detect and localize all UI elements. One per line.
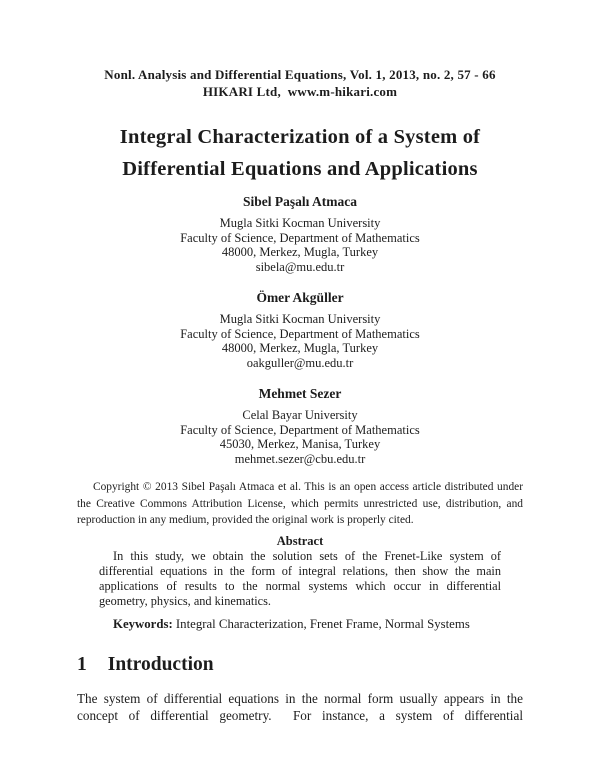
affiliation-line: 45030, Merkez, Manisa, Turkey xyxy=(219,437,381,451)
author-name: Sibel Paşalı Atmaca xyxy=(243,194,357,209)
affiliation-line: Faculty of Science, Department of Mathematics xyxy=(180,422,420,437)
author-name: Mehmet Sezer xyxy=(258,386,342,401)
intro-paragraph: The system of differential equations in the normal form usually appears in the concept of differential geometry. For instance, a system of differential xyxy=(77,690,523,723)
abstract-text: In this study, we obtain the solution sets of the Frenet-Like system of differential equations in the form of integral relations, then show the main applications of results to the normal systems which occur in differential geometry, physics, and kinematics. xyxy=(99,548,501,608)
paper-title-line1: Integral Characterization of a System of xyxy=(119,126,481,148)
affiliation-line: 48000, Merkez, Mugla, Turkey xyxy=(221,341,379,355)
section-title: Introduction xyxy=(107,653,214,675)
affiliation-line: Celal Bayar University xyxy=(242,408,358,422)
section-number: 1 xyxy=(77,653,87,675)
affiliation-line: Faculty of Science, Department of Mathematics xyxy=(180,326,420,341)
paper-title xyxy=(77,121,523,185)
author-affiliation xyxy=(77,216,523,274)
affiliation-line: Mugla Sitki Kocman University xyxy=(219,312,381,326)
affiliation-line: Faculty of Science, Department of Mathematics xyxy=(180,230,420,245)
abstract-heading: Abstract xyxy=(276,533,324,548)
author-name: Ömer Akgüller xyxy=(256,290,344,305)
author-block-3 xyxy=(77,386,523,466)
author-email: oakguller@mu.edu.tr xyxy=(246,355,354,370)
journal-header-line1: Nonl. Analysis and Differential Equations, Vol. 1, 2013, no. 2, 57 - 66 xyxy=(104,67,496,82)
author-affiliation xyxy=(77,408,523,466)
section-heading xyxy=(77,653,523,677)
page-content xyxy=(77,66,523,725)
affiliation-line: 48000, Merkez, Mugla, Turkey xyxy=(221,245,379,259)
keywords-line xyxy=(77,616,523,632)
author-email: sibela@mu.edu.tr xyxy=(255,259,345,274)
author-block-1 xyxy=(77,194,523,274)
keywords-text: Integral Characterization, Frenet Frame, Normal Systems xyxy=(172,616,470,631)
journal-header-line2: HIKARI Ltd, www.m-hikari.com xyxy=(202,84,398,99)
paper-title-line2: Differential Equations and Applications xyxy=(122,158,478,180)
author-affiliation xyxy=(77,312,523,370)
affiliation-line: Mugla Sitki Kocman University xyxy=(219,216,381,230)
keywords-label: Keywords: xyxy=(113,616,173,631)
copyright-notice: Copyright © 2013 Sibel Paşalı Atmaca et al. This is an open access article distributed under the Creative Commons Attribution License, which permits unrestricted use, distribution, and reproduction in any medium, provided the original work is properly cited. xyxy=(77,481,523,526)
author-block-2 xyxy=(77,290,523,370)
author-email: mehmet.sezer@cbu.edu.tr xyxy=(234,451,366,466)
journal-header xyxy=(77,66,523,100)
